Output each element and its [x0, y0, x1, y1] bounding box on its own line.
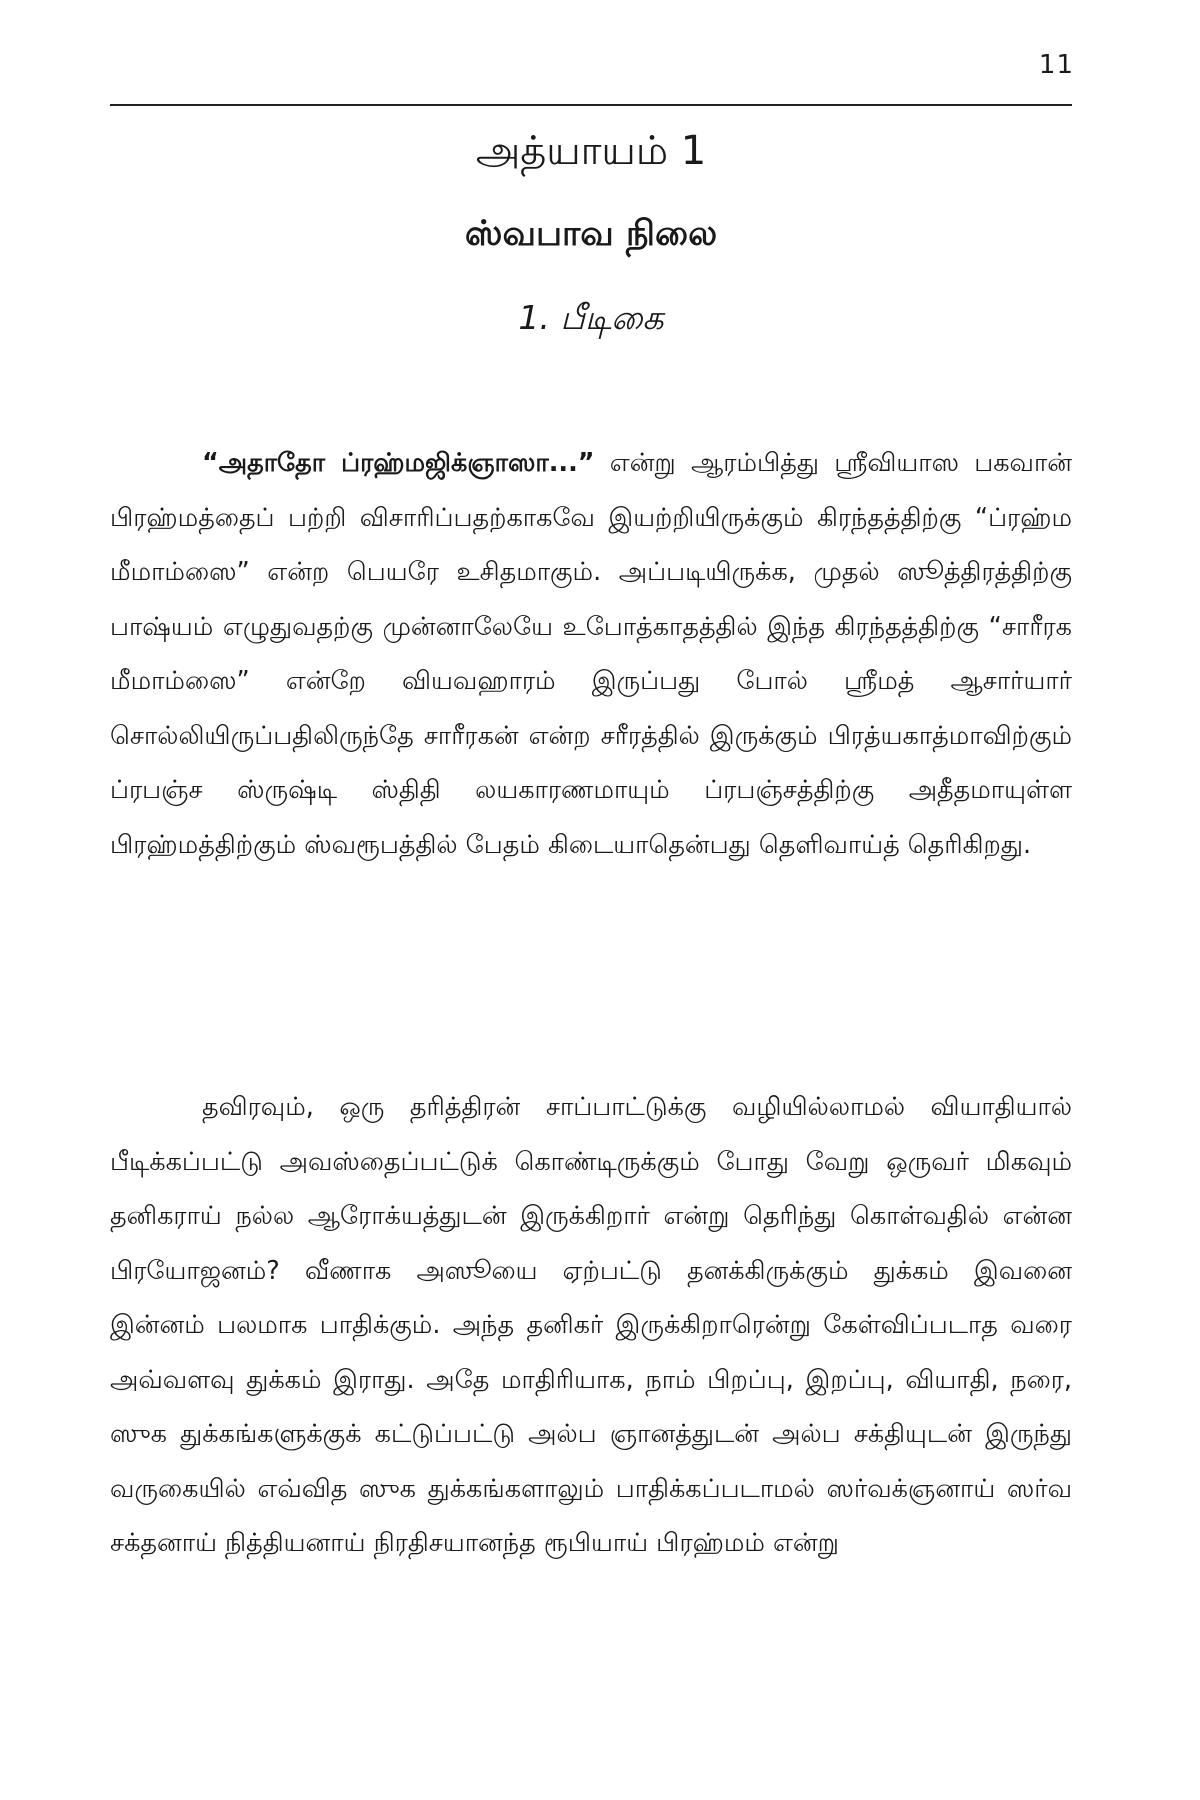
page-number: 11: [1038, 50, 1074, 80]
paragraph-1: [110, 436, 1072, 872]
paragraph-1-lead: “அதாதோ ப்ரஹ்மஜிக்ஞாஸா...”: [202, 448, 595, 478]
section-heading: 1. பீடிகை: [518, 298, 664, 337]
paragraph-1-text: என்று ஆரம்பித்து ஸ்ரீவியாஸ பகவான் பிரஹ்மத்தைப் பற்றி விசாரிப்பதற்காகவே இயற்றியிருக்கும் கிரந்தத்திற்கு “ப்ரஹ்ம மீமாம்ஸை” என்ற பெயரே உசிதமாகும். அப்படியிருக்க, முதல் ஸூத்திரத்திற்கு பாஷ்யம் எழுதுவதற்கு முன்னாலேயே உபோத்காதத்தில் இந்த கிரந்தத்திற்கு “சாரீரக மீமாம்ஸை” என்றே வியவஹாரம் இருப்பது போல் ஸ்ரீமத் ஆசார்யார் சொல்லியிருப்பதிலிருந்தே சாரீரகன் என்ற சரீரத்தில் இருக்கும் பிரத்யகாத்மாவிற்கும் ப்ரபஞ்ச ஸ்ருஷ்டி ஸ்திதி லயகாரணமாயும் ப்ரபஞ்சத்திற்கு அதீதமாயுள்ள பிரஹ்மத்திற்கும் ஸ்வரூபத்தில் பேதம் கிடையாதென்பது தெளிவாய்த் தெரிகிறது.: [110, 448, 1072, 860]
header-rule: [110, 104, 1072, 106]
paragraph-2-text: தவிரவும், ஒரு தரித்திரன் சாப்பாட்டுக்கு வழியில்லாமல் வியாதியால் பீடிக்கப்பட்டு அவஸ்தைப்பட்டுக் கொண்டிருக்கும் போது வேறு ஒருவர் மிகவும் தனிகராய் நல்ல ஆரோக்யத்துடன் இருக்கிறார் என்று தெரிந்து கொள்வதில் என்ன பிரயோஜனம்? வீணாக அஸூயை ஏற்பட்டு தனக்கிருக்கும் துக்கம் இவனை இன்னம் பலமாக பாதிக்கும். அந்த தனிகர் இருக்கிறாரென்று கேள்விப்படாத வரை அவ்வளவு துக்கம் இராது. அதே மாதிரியாக, நாம் பிறப்பு, இறப்பு, வியாதி, நரை, ஸுக துக்கங்களுக்குக் கட்டுப்பட்டு அல்ப ஞானத்துடன் அல்ப சக்தியுடன் இருந்து வருகையில் எவ்வித ஸுக துக்கங்களாலும் பாதிக்கப்படாமல் ஸர்வக்ஞனாய் ஸர்வ சக்தனாய் நித்தியனாய் நிரதிசயானந்த ரூபியாய் பிரஹ்மம் என்று: [110, 1092, 1072, 1558]
chapter-title: ஸ்வபாவ நிலை: [464, 214, 718, 254]
paragraph-2: [110, 1080, 1072, 1571]
chapter-heading: அத்யாயம் 1: [475, 128, 707, 174]
